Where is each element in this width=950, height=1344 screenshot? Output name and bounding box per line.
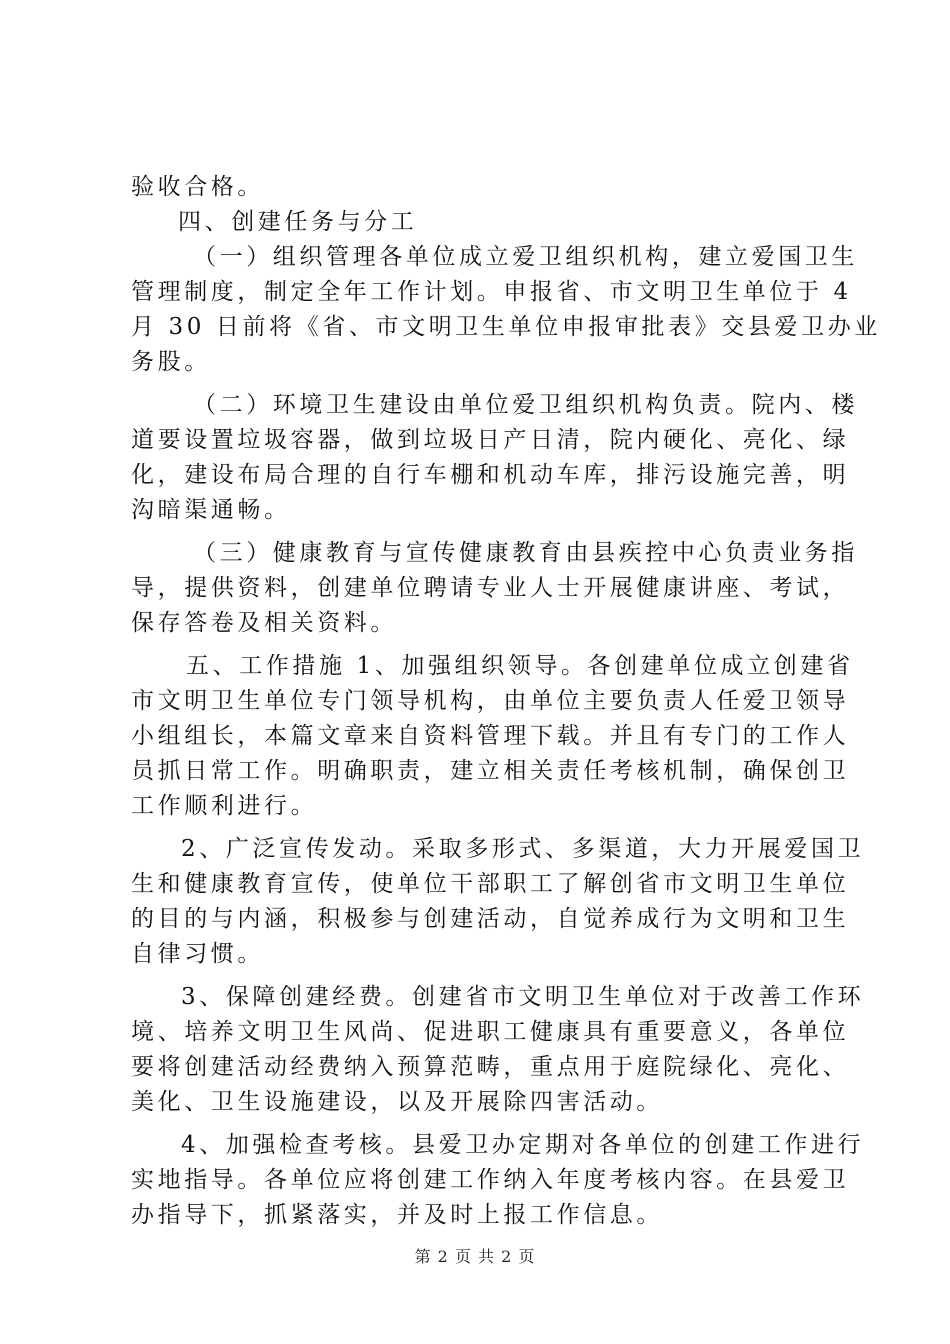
body-line: 管理制度，制定全年工作计划。申报省、市文明卫生单位于 4 [131, 279, 852, 305]
body-line: 生和健康教育宣传，使单位干部职工了解创省市文明卫生单位 [131, 871, 850, 897]
body-line: 道要设置垃圾容器，做到垃圾日产日清，院内硬化、亮化、绿 [131, 427, 850, 453]
body-line: 员抓日常工作。明确职责，建立相关责任考核机制，确保创卫 [131, 758, 850, 784]
paragraph-first-line: 4、加强检查考核。县爱卫办定期对各单位的创建工作进行 [181, 1132, 865, 1158]
body-line: 导，提供资料，创建单位聘请专业人士开展健康讲座、考试， [131, 575, 850, 601]
body-line: 务股。 [131, 349, 211, 375]
body-line: 验收合格。 [131, 174, 264, 200]
paragraph-first-line: 3、保障创建经费。创建省市文明卫生单位对于改善工作环 [181, 984, 865, 1010]
section-heading: 五、工作措施 1、加强组织领导。各创建单位成立创建省 [186, 653, 854, 679]
body-line: 小组组长，本篇文章来自资料管理下载。并且有专门的工作人 [131, 723, 850, 749]
document-body [131, 170, 881, 1233]
body-line: 要将创建活动经费纳入预算范畴，重点用于庭院绿化、亮化、 [131, 1054, 850, 1080]
body-line: 化，建设布局合理的自行车棚和机动车库，排污设施完善，明 [131, 462, 850, 488]
body-line: 的目的与内涵，积极参与创建活动，自觉养成行为文明和卫生 [131, 906, 850, 932]
paragraph-first-line: （一）组织管理各单位成立爱卫组织机构，建立爱国卫生 [193, 244, 858, 270]
paragraph-first-line: 2、广泛宣传发动。采取多形式、多渠道，大力开展爱国卫 [181, 836, 865, 862]
page-number-footer: 第 2 页 共 2 页 [414, 1247, 536, 1266]
body-line: 沟暗渠通畅。 [131, 497, 291, 523]
body-line: 美化、卫生设施建设，以及开展除四害活动。 [131, 1089, 663, 1115]
body-line: 月 30 日前将《省、市文明卫生单位申报审批表》交县爱卫办业 [131, 314, 881, 340]
body-line: 市文明卫生单位专门领导机构，由单位主要负责人任爱卫领导 [131, 688, 850, 714]
paragraph-first-line: （二）环境卫生建设由单位爱卫组织机构负责。院内、楼 [193, 392, 858, 418]
body-line: 境、培养文明卫生风尚、促进职工健康具有重要意义，各单位 [131, 1019, 850, 1045]
body-line: 工作顺利进行。 [131, 793, 318, 819]
section-heading: 四、创建任务与分工 [178, 209, 418, 235]
body-line: 自律习惯。 [131, 941, 264, 967]
body-line: 保存答卷及相关资料。 [131, 610, 397, 636]
body-line: 实地指导。各单位应将创建工作纳入年度考核内容。在县爱卫 [131, 1167, 850, 1193]
body-line: 办指导下，抓紧落实，并及时上报工作信息。 [131, 1202, 663, 1228]
paragraph-first-line: （三）健康教育与宣传健康教育由县疾控中心负责业务指 [193, 540, 858, 566]
